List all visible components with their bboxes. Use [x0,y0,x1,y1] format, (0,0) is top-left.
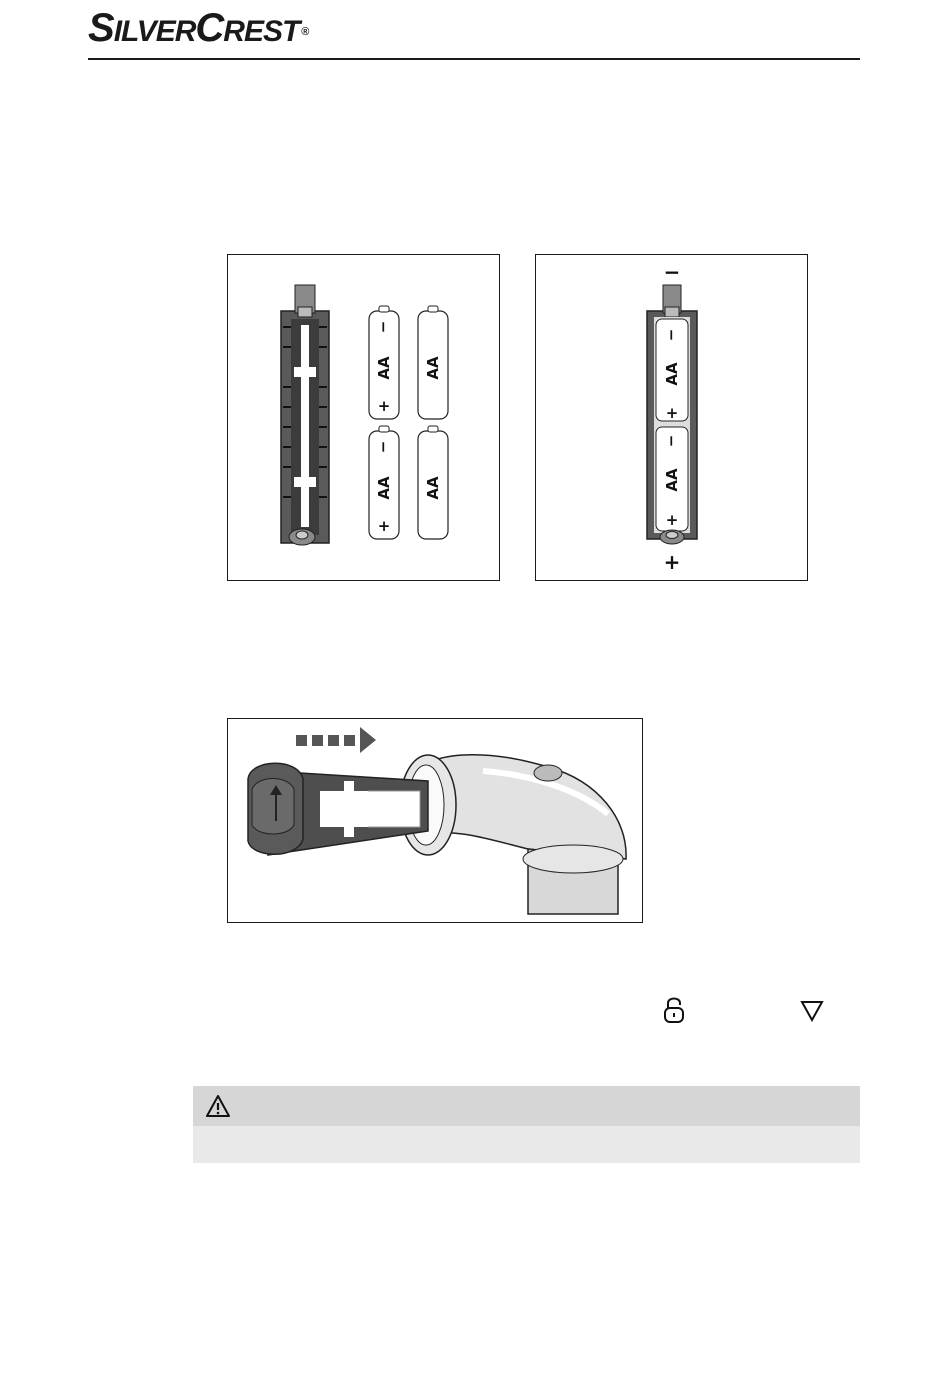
cell2-plus-label: + [665,511,679,529]
triangle-down-icon [800,1000,824,1022]
cell2-minus-label: − [662,434,680,448]
cell-aa-label: AA [375,476,393,500]
header-rule [88,58,860,60]
cell1-aa-label: AA [663,362,681,386]
warning-header [193,1086,860,1126]
cell1-plus-label: + [665,404,679,422]
battery-holder-illustration [228,255,499,580]
cell-plus-label: + [377,397,391,415]
brand-logo: SILVERCREST ® [88,6,309,50]
figure-battery-holder-loaded [535,254,808,581]
cell-aa-label: AA [424,356,442,380]
cell-aa-label: AA [424,476,442,500]
figure-insert-holder [227,718,643,923]
holder-plus-sign: + [663,550,681,574]
insert-holder-illustration [228,719,642,922]
cell-minus-label: − [374,320,392,334]
insert-direction-arrow [296,727,376,753]
cell-plus-label: + [377,517,391,535]
holder-minus-sign: − [663,260,681,284]
unlock-icon [662,996,686,1024]
loaded-holder-illustration [536,255,807,580]
warning-body [193,1126,860,1163]
cell2-aa-label: AA [663,468,681,492]
cell1-minus-label: − [662,328,680,342]
figure-battery-holder-open [227,254,500,581]
warning-icon [205,1094,231,1123]
cell-aa-label: AA [375,356,393,380]
cell-minus-label: − [374,440,392,454]
